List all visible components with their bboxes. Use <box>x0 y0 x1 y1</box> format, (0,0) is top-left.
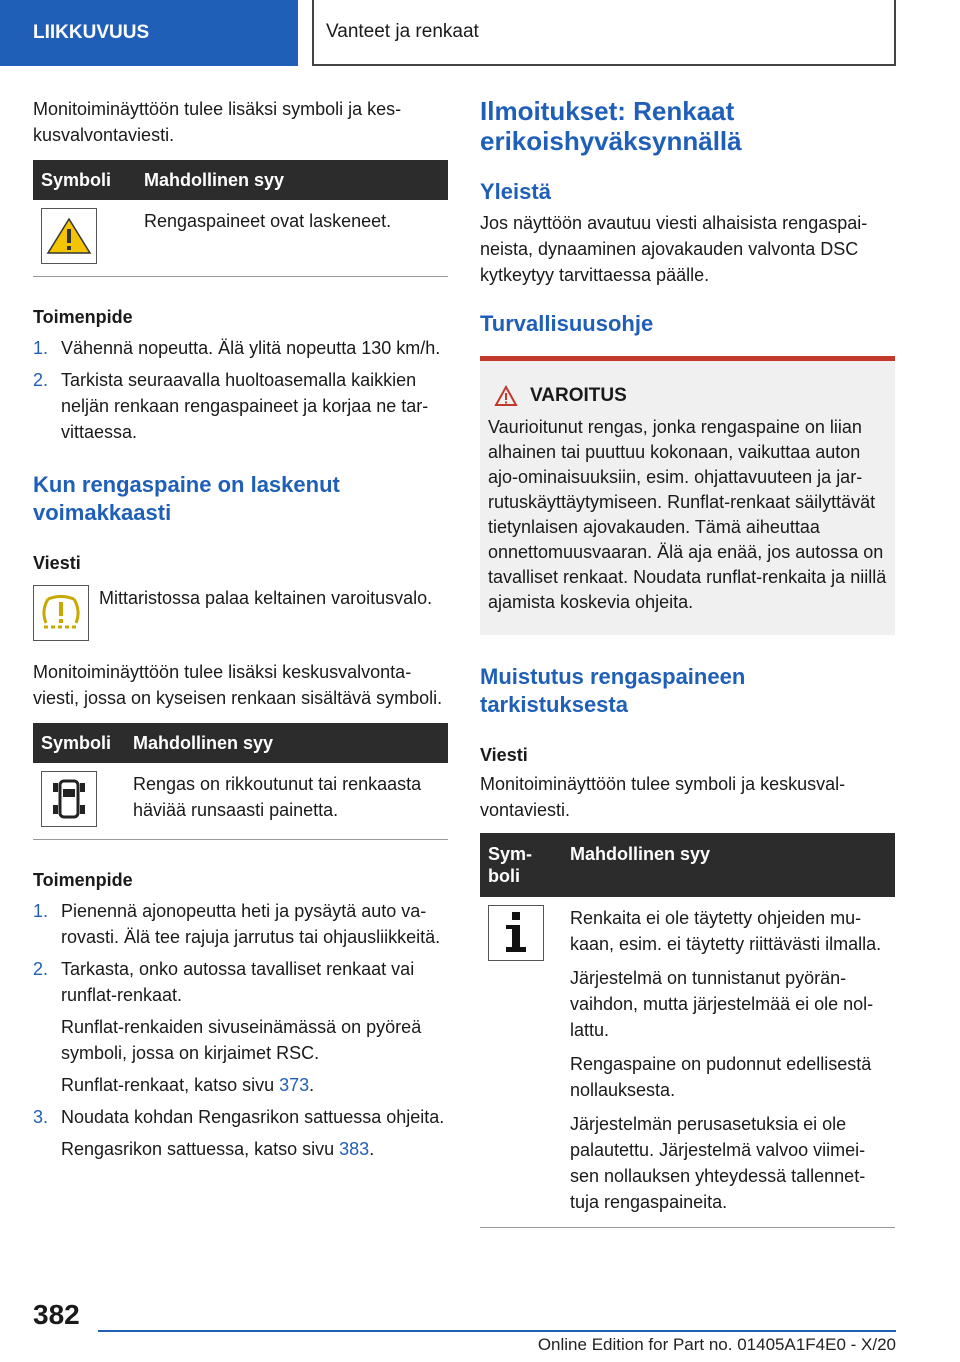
list-item <box>33 367 448 445</box>
page-header <box>0 0 960 66</box>
list-item <box>33 898 448 950</box>
section-heading: Yleistä <box>480 179 551 204</box>
warning-triangle-icon <box>41 208 97 264</box>
warning-text: Vaurioitunut rengas, jonka rengaspaine on liian alhainen tai puuttuu kokonaan, vaikuttaa auton ajo-ominaisuuksiin, esim. ohjattavuuteen ja jarrutuskäyttäytymiseen. Runflat-renkaat säilyttävät tietynlaisen ajovakauden. Tämä aiheuttaa onnettomuusvaaran. Älä aja enää, jos autossa on tavalliset renkaat. Noudata runflat-renkaita ja niillä ajamista koskevia ohjeita. <box>488 417 887 612</box>
step-text: Noudata kohdan Rengasrikon sattuessa ohjeita. <box>61 1107 445 1127</box>
warning-title <box>494 383 887 409</box>
table-row <box>33 200 448 277</box>
step-text: Tarkasta, onko autossa tavalliset renkaat vai runflat-renkaat. <box>61 959 415 1005</box>
footer-divider <box>98 1330 896 1332</box>
section-heading: Kun rengaspaine on laskenut voimakkaasti <box>33 472 340 525</box>
symbol-table-pressure-low <box>33 160 448 277</box>
viesti-label: Viesti <box>480 745 528 765</box>
list-item <box>33 956 448 1098</box>
step-extra: Rengasrikon sattuessa, katso sivu 383. <box>61 1139 375 1159</box>
action-steps <box>33 335 448 445</box>
action-steps <box>33 898 448 1162</box>
symbol-table-reminder <box>480 833 895 1228</box>
warning-box <box>480 356 895 635</box>
tyre-pressure-warning-icon <box>33 585 89 641</box>
cause-item: Rengaspaine on pudonnut edellisestä nollauksesta. <box>570 1054 872 1100</box>
step-number: 2. <box>33 959 49 979</box>
step-number: 2. <box>33 370 49 390</box>
step-extra: Runflat-renkaiden sivuseinämässä on pyöreä symboli, jossa on kirjaimet RSC. <box>61 1017 422 1063</box>
table-cell-cause: Rengaspaineet ovat laskeneet. <box>136 200 448 277</box>
car-tyre-icon <box>41 771 97 827</box>
yleista-text: Jos näyttöön avautuu viesti alhaisista rengaspaineista, dynaaminen ajovakauden valvonta DSC kytkeytyy tarvittaessa päälle. <box>480 213 868 285</box>
symbol-table-tyre-damage <box>33 723 448 840</box>
table-header-symbol: Symboli <box>480 833 562 897</box>
table-header-symbol: Symboli <box>33 723 125 763</box>
action-title: Toimenpide <box>33 307 133 327</box>
table-header-symbol: Symboli <box>33 160 136 200</box>
info-icon <box>488 905 544 961</box>
chapter-title: Vanteet ja renkaat <box>312 0 896 66</box>
step-text: Pienennä ajonopeutta heti ja pysäytä auto varovasti. Älä tee rajuja jarrutus tai ohjausliikkeitä. <box>61 901 441 947</box>
page-link-373[interactable]: 373 <box>279 1075 310 1095</box>
section-title: LIIKKUVUUS <box>0 0 298 66</box>
list-item <box>33 1104 448 1162</box>
message-row <box>33 585 448 641</box>
step-number: 1. <box>33 901 49 921</box>
step-extra: Runflat-renkaat, katso sivu 373. <box>61 1075 315 1095</box>
page-number: 382 <box>33 1299 80 1330</box>
warning-icon <box>494 385 518 407</box>
section-heading: Muistutus rengaspaineen tarkistuksesta <box>480 664 746 717</box>
footer-edition: Online Edition for Part no. 01405A1F4E0 - X/20 <box>537 1335 896 1354</box>
viesti-label: Viesti <box>33 553 81 573</box>
table-header-cause: Mahdollinen syy <box>562 833 895 897</box>
page-heading: Ilmoitukset: Renkaat erikoishyväksynnällä <box>480 96 742 156</box>
step-text: Vähennä nopeutta. Älä ylitä nopeutta 130 km/h. <box>61 338 441 358</box>
warning-label: VAROITUS <box>530 385 627 406</box>
intro-paragraph-2: Monitoiminäyttöön tulee lisäksi keskusvalvontaviesti, jossa on kyseisen renkaan sisältävä symboli. <box>33 662 443 708</box>
left-column <box>33 96 448 1162</box>
cause-item: Järjestelmän perusasetuksia ei ole palautettu. Järjestelmä valvoo viimeisen nollauksen yhteydessä tallennettuja rengaspaineita. <box>570 1114 866 1212</box>
intro-paragraph: Monitoiminäyttöön tulee lisäksi symboli ja keskusvalvontaviesti. <box>33 99 402 145</box>
right-column <box>480 96 895 1228</box>
list-item <box>33 335 448 361</box>
step-number: 1. <box>33 338 49 358</box>
viesti-text: Monitoiminäyttöön tulee symboli ja keskusvalvontaviesti. <box>480 774 846 820</box>
cause-item: Renkaita ei ole täytetty ohjeiden mukaan, esim. ei täytetty riittävästi ilmalla. <box>570 908 882 954</box>
action-title: Toimenpide <box>33 870 133 890</box>
table-header-cause: Mahdollinen syy <box>136 160 448 200</box>
table-row <box>480 897 895 1228</box>
table-row <box>33 763 448 840</box>
table-cell-cause: Rengas on rikkoutunut tai renkaasta häviää runsaasti painetta. <box>125 763 448 840</box>
step-number: 3. <box>33 1107 49 1127</box>
page-link-383[interactable]: 383 <box>339 1139 370 1159</box>
section-heading: Turvallisuusohje <box>480 311 654 336</box>
viesti-text: Mittaristossa palaa keltainen varoitusvalo. <box>99 588 433 608</box>
step-text: Tarkista seuraavalla huoltoasemalla kaikkien neljän renkaan rengaspaineet ja korjaa ne tarvittaessa. <box>61 370 429 442</box>
cause-item: Järjestelmä on tunnistanut pyöränvaihdon, mutta järjestelmää ei ole nollattu. <box>570 968 874 1040</box>
table-header-cause: Mahdollinen syy <box>125 723 448 763</box>
